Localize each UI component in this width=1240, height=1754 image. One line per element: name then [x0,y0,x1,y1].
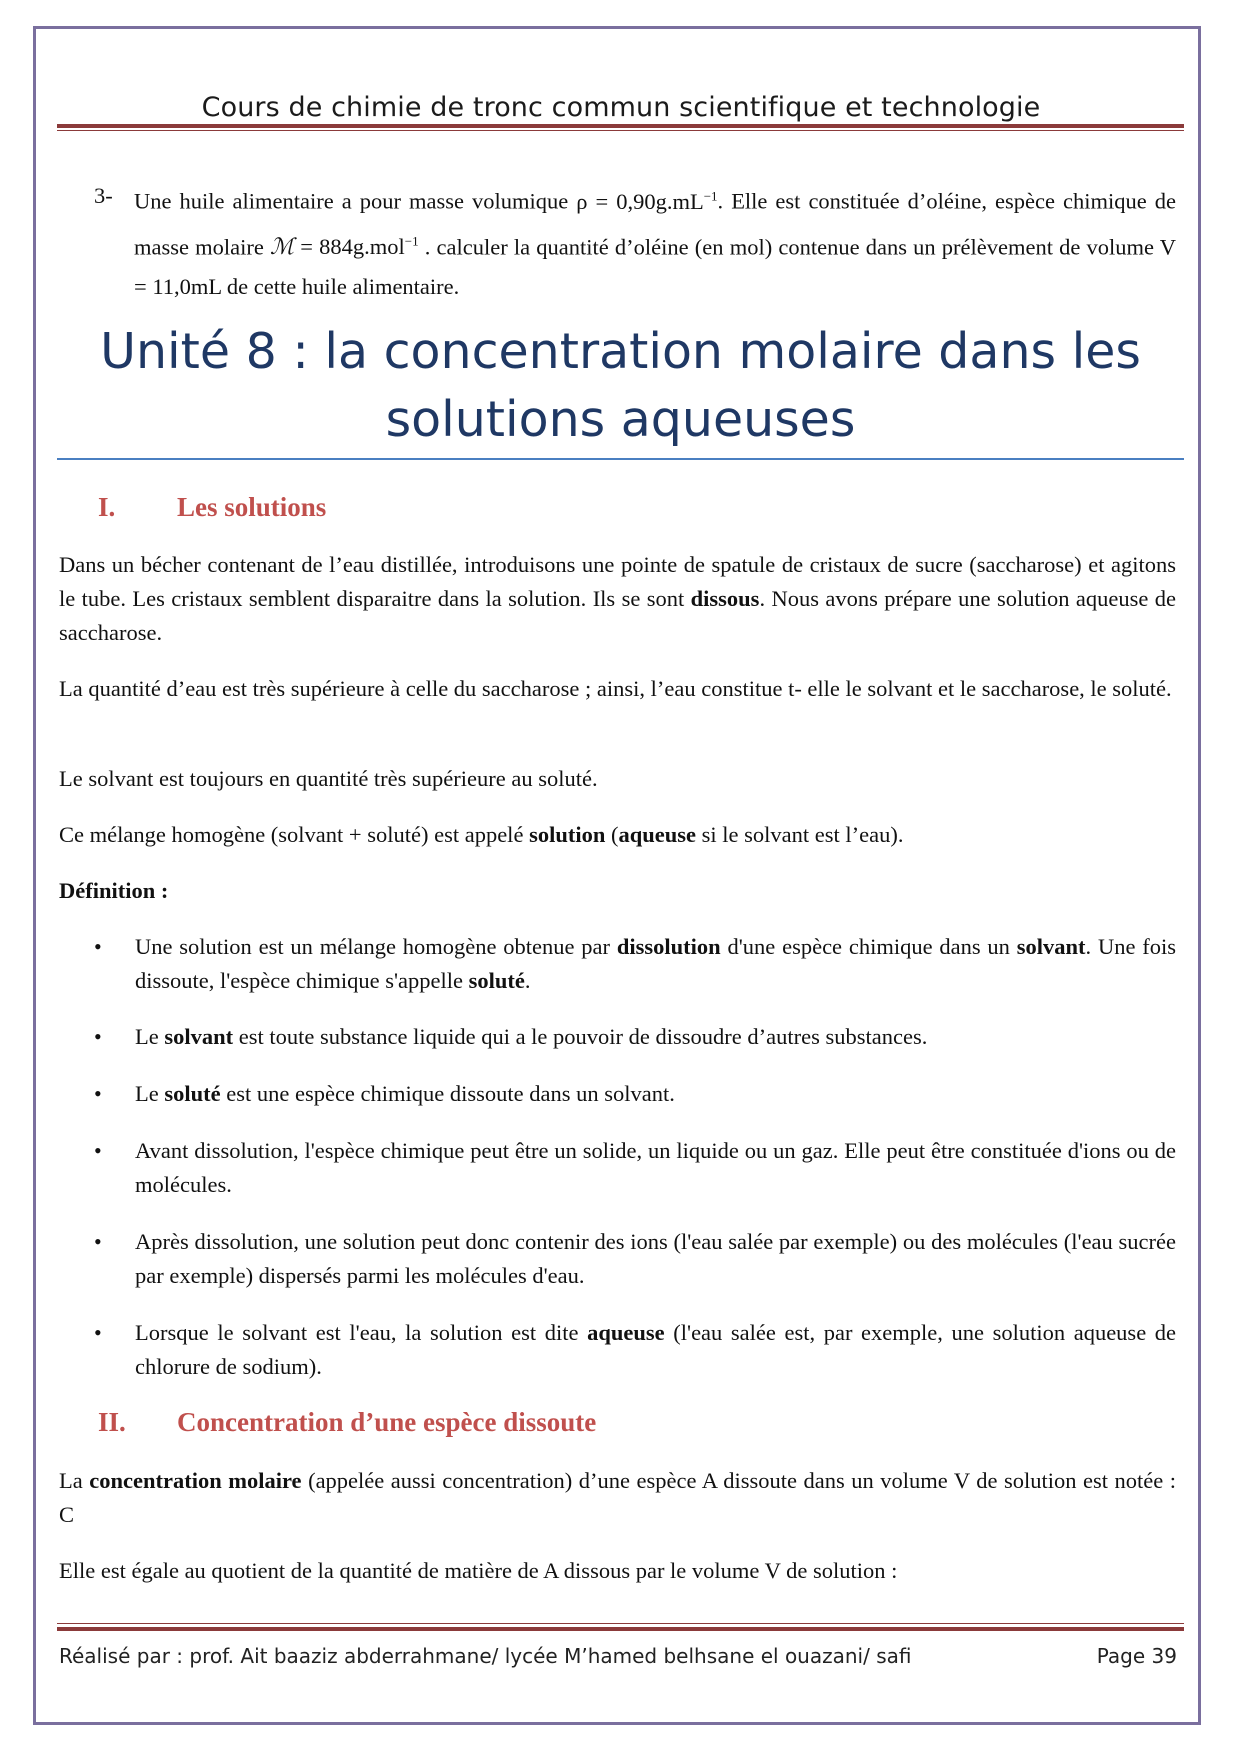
page-number: Page 39 [1096,1644,1177,1668]
bullet-icon: • [94,1320,102,1345]
footer-rule-thin [57,1623,1184,1624]
header-rule-thick [57,124,1184,128]
molar-formula: ℳ = 884g.mol$^{-1}$ [270,233,419,259]
exercise-item [94,176,1176,307]
header-rule-thin [57,130,1184,131]
list-item: • Après dissolution, une solution peut donc contenir des ions (l'eau salée par exemple) ou des molécules (l'eau sucrée par exemple) dispersés parmi les molécules d'eau. [94,1225,1176,1293]
paragraph-quotient: Elle est égale au quotient de la quantité de matière de A dissous par le volume V de solution : [59,1558,898,1583]
list-item: • Le solvant est toute substance liquide qui a le pouvoir de dissoudre d’autres substances. [94,1020,1176,1054]
paragraph-concentration: La concentration molaire (appelée aussi concentration) d’une espèce A dissoute dans un volume V de solution est notée : C [59,1468,1176,1527]
bullet-icon: • [94,934,102,959]
unit-title: Unité 8 : la concentration molaire dans les solutions aqueuses [100,323,1141,448]
bullet-icon: • [94,1024,102,1049]
exercise-text-3: . calculer la quantité d’oléine (en mol) contenue dans un prélèvement de volume [424,234,1155,259]
bullet-icon: • [94,1081,102,1106]
rho-formula: $\rho = 0,90g.mL^{-1}$ [576,188,718,214]
exercise-text-1: Une huile alimentaire a pour masse volumique [134,188,569,214]
section-heading-solutions: I. Les solutions [98,492,327,522]
section-heading-concentration: II. Concentration d’une espèce dissoute [98,1407,597,1437]
exercise-number: 3- [94,183,113,208]
bullet-icon: • [94,1229,102,1254]
paragraph-solution-definition: Ce mélange homogène (solvant + soluté) est appelé solution (aqueuse si le solvant est l’eau). [59,822,904,847]
list-item: • Avant dissolution, l'espèce chimique peut être un solide, un liquide ou un gaz. Elle peut être constituée d'ions ou de molécules. [94,1134,1176,1202]
paragraph-intro: Dans un bécher contenant de l’eau distillée, introduisons une pointe de spatule de cristaux de sucre (saccharose) et agitons le tube. Les cristaux semblent disparaitre dans la solution. Ils se sont dissous. Nous avons prépare une solution aqueuse de saccharose. [59,552,1176,645]
header-title: Cours de chimie de tronc commun scientifique et technologie [201,92,1041,123]
definition-label: Définition : [59,878,169,903]
unit-title-rule [57,458,1184,460]
list-item: • Une solution est un mélange homogène obtenue par dissolution d'une espèce chimique dans un solvant. Une fois dissoute, l'espèce chimique s'appelle soluté. [94,930,1176,998]
exercise-text-2: . Elle est constituée d’oléine, espèce chimique de masse molaire [134,188,1176,259]
paragraph-solvent-quantity: La quantité d’eau est très supérieure à celle du saccharose ; ainsi, l’eau constitue t- elle le solvant et le saccharose, le soluté. [59,676,1172,701]
bullet-icon: • [94,1138,102,1163]
footer-credit: Réalisé par : prof. Ait baaziz abderrahmane/ lycée M’hamed belhsane el ouazani/ safi [59,1644,912,1668]
paragraph-solvent-rule: Le solvant est toujours en quantité très supérieure au soluté. [59,766,598,791]
volume-formula: V = 11,0mL [134,234,1177,299]
list-item: • Le soluté est une espèce chimique dissoute dans un solvant. [94,1077,1176,1111]
footer-rule-thick [57,1627,1184,1631]
list-item: • Lorsque le solvant est l'eau, la solution est dite aqueuse (l'eau salée est, par exemple, une solution aqueuse de chlorure de sodium). [94,1316,1176,1384]
exercise-text-4: de cette huile alimentaire. [226,274,460,299]
